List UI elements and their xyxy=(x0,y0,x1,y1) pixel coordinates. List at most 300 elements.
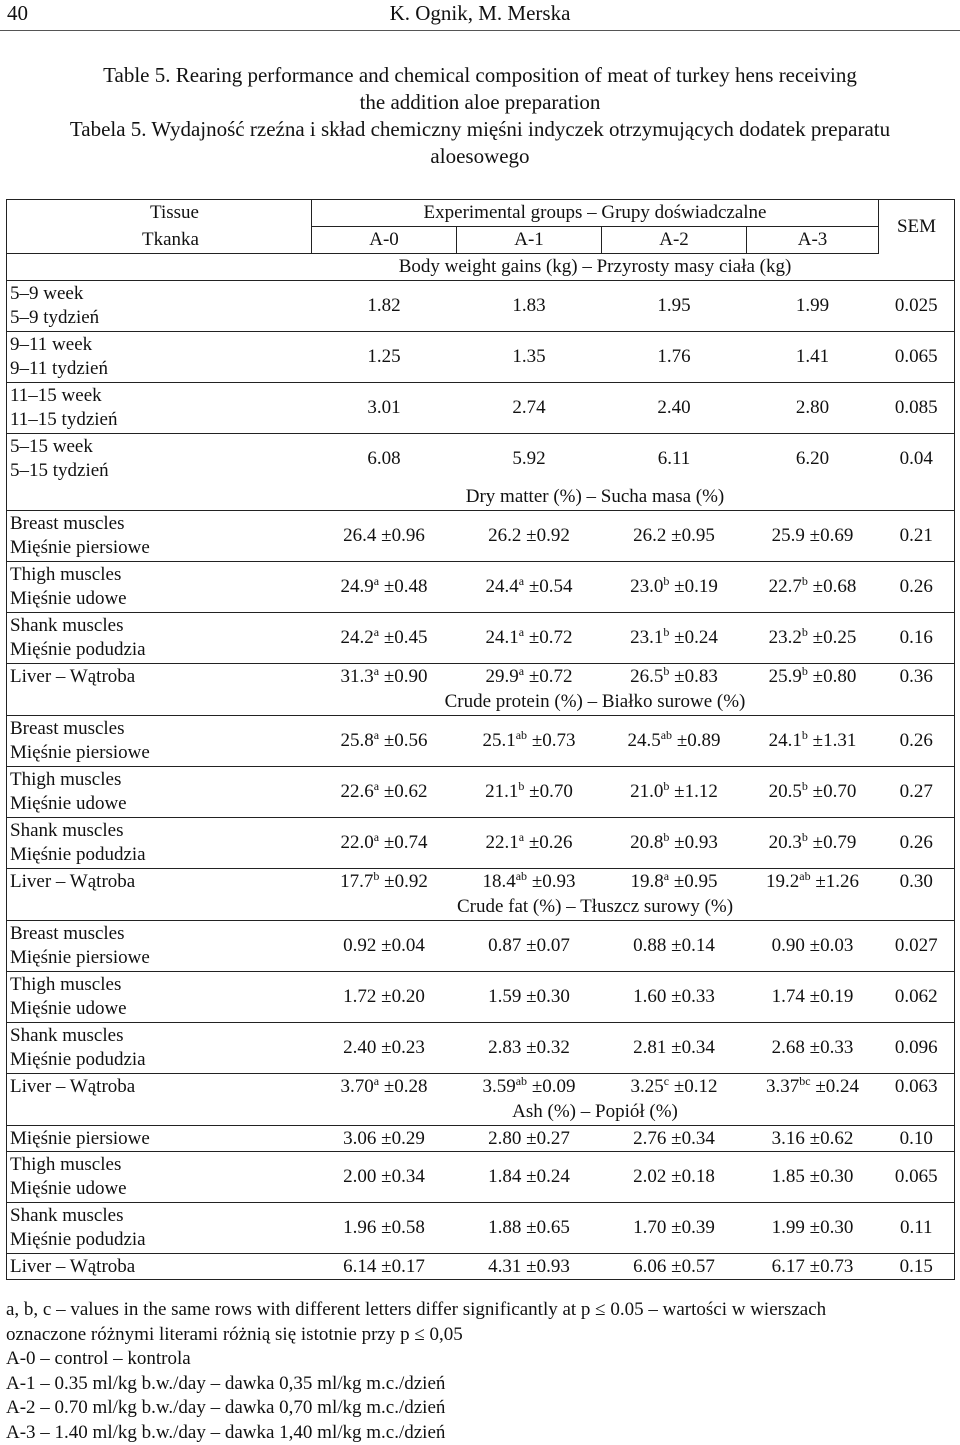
tissue-cell xyxy=(7,972,312,1023)
tissue-label-pl: Mięśnie piersiowe xyxy=(10,947,150,968)
value-sd: ±0.93 xyxy=(669,832,718,853)
tissue-cell xyxy=(7,1126,312,1152)
value-cell xyxy=(312,562,457,613)
value-mean: 24.2 xyxy=(340,627,374,648)
significance-letter: b xyxy=(801,625,808,639)
table-row xyxy=(7,383,955,434)
value-mean: 20.5 xyxy=(768,781,802,802)
value-cell: 4.31 ±0.93 xyxy=(457,1254,602,1280)
value-cell xyxy=(747,869,879,895)
table-row xyxy=(7,1126,955,1152)
value-mean: 18.4 xyxy=(482,870,516,892)
section-title: Body weight gains (kg) – Przyrosty masy ciała (kg) xyxy=(398,256,792,277)
value-cell xyxy=(457,716,602,767)
footnote-a1: A-1 – 0.35 ml/kg b.w./day – dawka 0,35 ml/kg m.c./dzień xyxy=(6,1372,446,1394)
significance-letter: bc xyxy=(799,1073,811,1088)
value-cell: 1.25 xyxy=(312,332,457,383)
value-sd: ±0.28 xyxy=(379,1075,428,1097)
tissue-label-pl: Mięśnie podudzia xyxy=(10,844,146,865)
value-sd: ±0.72 xyxy=(524,665,573,687)
value-mean: 3.70 xyxy=(340,1075,374,1097)
tissue-cell xyxy=(7,613,312,664)
table-row xyxy=(7,972,955,1023)
section-title: Dry matter (%) – Sucha masa (%) xyxy=(465,486,725,507)
value-mean: 21.1 xyxy=(485,781,519,802)
sem-cell: 0.063 xyxy=(879,1074,955,1100)
significance-letter: b xyxy=(663,574,670,588)
tissue-label-pl: 11–15 tydzień xyxy=(10,409,118,430)
significance-letter: ab xyxy=(515,1073,528,1088)
table-row xyxy=(7,869,955,895)
tissue-label-en: Mięśnie piersiowe xyxy=(10,1127,150,1149)
section-spacer xyxy=(7,689,312,716)
results-table xyxy=(6,199,955,1280)
tissue-cell xyxy=(7,332,312,383)
value-cell: 1.59 ±0.30 xyxy=(457,972,602,1023)
table-row xyxy=(7,767,955,818)
tissue-header-pl: Tkanka xyxy=(7,227,312,254)
tissue-label-en: Thigh muscles xyxy=(10,974,122,995)
tissue-label-en: 5–9 week xyxy=(10,283,84,304)
value-sd: ±0.70 xyxy=(524,781,573,802)
tissue-cell xyxy=(7,1254,312,1280)
value-mean: 24.4 xyxy=(485,576,519,597)
tissue-label-pl: Mięśnie piersiowe xyxy=(10,742,150,763)
value-cell xyxy=(457,613,602,664)
table-row xyxy=(7,716,955,767)
table-row xyxy=(7,281,955,332)
significance-letter: a xyxy=(373,1073,380,1088)
tissue-label-en: Shank muscles xyxy=(10,615,124,636)
significance-letter: b xyxy=(801,728,808,742)
groups-header: Experimental groups – Grupy doświadczalne xyxy=(312,200,879,227)
value-mean: 22.7 xyxy=(768,576,802,597)
sem-cell: 0.15 xyxy=(879,1254,955,1280)
tissue-label-pl: Mięśnie udowe xyxy=(10,1178,127,1199)
value-sd: ±0.68 xyxy=(807,576,857,597)
tissue-cell xyxy=(7,434,312,485)
caption-pl-line2: aloesowego xyxy=(430,144,530,168)
value-sd: ±0.12 xyxy=(669,1075,718,1097)
value-sd: ±0.25 xyxy=(807,627,857,648)
section-spacer xyxy=(7,1099,312,1126)
value-sd: ±1.26 xyxy=(810,870,860,892)
table-row xyxy=(7,1254,955,1280)
sem-cell: 0.30 xyxy=(879,869,955,895)
value-cell xyxy=(457,767,602,818)
value-cell xyxy=(747,716,879,767)
footnote-significance-2: oznaczone różnymi literami różnią się istotnie przy p ≤ 0,05 xyxy=(6,1323,463,1345)
tissue-label-en: Breast muscles xyxy=(10,718,125,739)
significance-letter: a xyxy=(518,663,525,678)
value-cell xyxy=(312,1074,457,1100)
value-cell: 1.85 ±0.30 xyxy=(747,1152,879,1203)
group-header-a3: A-3 xyxy=(747,227,879,254)
value-cell: 0.88 ±0.14 xyxy=(602,921,747,972)
tissue-label-pl: Mięśnie udowe xyxy=(10,998,127,1019)
value-cell: 2.81 ±0.34 xyxy=(602,1023,747,1074)
value-cell: 1.82 xyxy=(312,281,457,332)
value-cell xyxy=(312,818,457,869)
value-cell: 2.68 ±0.33 xyxy=(747,1023,879,1074)
value-sd: ±0.79 xyxy=(807,832,857,853)
value-cell: 1.60 ±0.33 xyxy=(602,972,747,1023)
value-cell xyxy=(312,767,457,818)
section-spacer xyxy=(879,894,955,921)
table-row xyxy=(7,434,955,485)
section-header-row xyxy=(7,484,955,511)
tissue-label-pl: Mięśnie udowe xyxy=(10,793,127,814)
value-cell: 3.01 xyxy=(312,383,457,434)
value-cell: 6.20 xyxy=(747,434,879,485)
significance-letter: ab xyxy=(515,868,528,883)
footnote-a2: A-2 – 0.70 ml/kg b.w./day – dawka 0,70 ml/kg m.c./dzień xyxy=(6,1397,446,1418)
footnote-significance-1: a, b, c – values in the same rows with different letters differ significantly at p ≤ 0.05 – wartości w wierszach xyxy=(6,1299,827,1320)
significance-letter: b xyxy=(663,830,670,844)
value-sd: ±0.72 xyxy=(524,627,573,648)
value-sd: ±0.45 xyxy=(379,627,428,648)
value-cell xyxy=(747,613,879,664)
tissue-label-pl: Mięśnie podudzia xyxy=(10,1049,146,1070)
value-cell xyxy=(602,1074,747,1100)
tissue-label-en: Thigh muscles xyxy=(10,769,122,790)
page-header xyxy=(0,0,960,31)
sem-cell: 0.26 xyxy=(879,562,955,613)
value-cell: 3.16 ±0.62 xyxy=(747,1126,879,1152)
significance-letter: b xyxy=(373,868,380,883)
value-cell xyxy=(457,869,602,895)
value-cell: 2.00 ±0.34 xyxy=(312,1152,457,1203)
section-spacer xyxy=(7,254,312,281)
value-cell xyxy=(602,716,747,767)
value-cell: 0.90 ±0.03 xyxy=(747,921,879,972)
value-cell xyxy=(602,664,747,690)
value-sd: ±0.74 xyxy=(379,832,428,853)
value-cell: 1.35 xyxy=(457,332,602,383)
group-header-a0: A-0 xyxy=(312,227,457,254)
value-cell: 2.76 ±0.34 xyxy=(602,1126,747,1152)
value-mean: 3.59 xyxy=(482,1075,516,1097)
tissue-label-en: Shank muscles xyxy=(10,820,124,841)
value-mean: 19.8 xyxy=(630,870,664,892)
tissue-cell xyxy=(7,664,312,690)
table-row xyxy=(7,332,955,383)
value-sd: ±0.56 xyxy=(379,730,428,751)
tissue-cell xyxy=(7,767,312,818)
value-mean: 25.9 xyxy=(768,665,802,687)
value-cell xyxy=(747,767,879,818)
sem-header: SEM xyxy=(879,200,955,254)
value-sd: ±0.92 xyxy=(379,870,428,892)
significance-letter: b xyxy=(801,663,808,678)
section-spacer xyxy=(7,894,312,921)
value-cell xyxy=(312,716,457,767)
tissue-cell xyxy=(7,1152,312,1203)
value-cell: 6.06 ±0.57 xyxy=(602,1254,747,1280)
table-row xyxy=(7,664,955,690)
value-sd: ±0.24 xyxy=(669,627,718,648)
value-sd: ±0.19 xyxy=(669,576,718,597)
value-sd: ±0.83 xyxy=(669,665,718,687)
table-row xyxy=(7,1152,955,1203)
value-sd: ±0.93 xyxy=(527,870,576,892)
value-cell xyxy=(312,613,457,664)
value-mean: 20.3 xyxy=(768,832,802,853)
footnote-a3: A-3 – 1.40 ml/kg b.w./day – dawka 1,40 ml/kg m.c./dzień xyxy=(6,1421,446,1443)
significance-letter: b xyxy=(663,663,670,678)
value-mean: 3.37 xyxy=(766,1075,800,1097)
tissue-cell xyxy=(7,1074,312,1100)
significance-letter: c xyxy=(663,1073,670,1088)
value-cell: 2.40 ±0.23 xyxy=(312,1023,457,1074)
tissue-label-pl: 5–9 tydzień xyxy=(10,307,100,328)
value-mean: 25.1 xyxy=(482,730,516,751)
tissue-cell xyxy=(7,818,312,869)
sem-cell: 0.04 xyxy=(879,434,955,485)
value-cell: 1.83 xyxy=(457,281,602,332)
significance-letter: a xyxy=(373,830,380,844)
value-cell: 1.99 xyxy=(747,281,879,332)
caption-en-line2: the addition aloe preparation xyxy=(359,90,601,114)
value-sd: ±0.62 xyxy=(379,781,428,802)
tissue-cell xyxy=(7,281,312,332)
tissue-label-pl: 9–11 tydzień xyxy=(10,358,108,379)
value-mean: 23.2 xyxy=(768,627,802,648)
significance-letter: a xyxy=(373,728,380,742)
significance-letter: b xyxy=(801,574,808,588)
value-cell xyxy=(312,869,457,895)
tissue-label-pl: 5–15 tydzień xyxy=(10,460,109,481)
sem-cell: 0.21 xyxy=(879,511,955,562)
running-head: K. Ognik, M. Merska xyxy=(389,1,571,25)
value-cell: 2.02 ±0.18 xyxy=(602,1152,747,1203)
sem-cell: 0.096 xyxy=(879,1023,955,1074)
section-title: Ash (%) – Popiół (%) xyxy=(512,1101,678,1122)
sem-cell: 0.025 xyxy=(879,281,955,332)
value-mean: 22.1 xyxy=(485,832,519,853)
tissue-cell xyxy=(7,383,312,434)
table-row xyxy=(7,921,955,972)
sem-cell: 0.16 xyxy=(879,613,955,664)
value-mean: 24.1 xyxy=(768,730,802,751)
value-mean: 23.1 xyxy=(630,627,664,648)
significance-letter: a xyxy=(373,625,380,639)
value-cell xyxy=(457,664,602,690)
value-cell: 2.74 xyxy=(457,383,602,434)
group-header-a1: A-1 xyxy=(457,227,602,254)
significance-letter: ab xyxy=(660,728,673,742)
sem-cell: 0.085 xyxy=(879,383,955,434)
value-mean: 24.5 xyxy=(627,730,661,751)
significance-letter: a xyxy=(373,663,380,678)
value-sd: ±0.89 xyxy=(672,730,721,751)
sem-cell: 0.065 xyxy=(879,332,955,383)
significance-letter: b xyxy=(663,625,670,639)
significance-letter: ab xyxy=(799,868,811,883)
value-cell xyxy=(747,664,879,690)
header-row-1 xyxy=(7,200,955,227)
value-mean: 22.6 xyxy=(340,781,374,802)
section-spacer xyxy=(879,254,955,281)
table-caption-pl xyxy=(0,116,960,170)
tissue-cell xyxy=(7,921,312,972)
table-row xyxy=(7,818,955,869)
table-row xyxy=(7,613,955,664)
value-sd: ±0.54 xyxy=(524,576,573,597)
value-cell: 5.92 xyxy=(457,434,602,485)
value-cell: 26.2 ±0.95 xyxy=(602,511,747,562)
caption-pl-line1: Tabela 5. Wydajność rzeźna i skład chemiczny mięśni indyczek otrzymujących dodatek preparatu xyxy=(69,117,891,141)
table-row xyxy=(7,1023,955,1074)
value-mean: 19.2 xyxy=(766,870,800,892)
table-row xyxy=(7,562,955,613)
tissue-label-en: Breast muscles xyxy=(10,513,125,534)
value-mean: 25.8 xyxy=(340,730,374,751)
sem-cell: 0.26 xyxy=(879,716,955,767)
significance-letter: a xyxy=(663,868,670,883)
section-header-row xyxy=(7,254,955,281)
tissue-label-en: 5–15 week xyxy=(10,436,93,457)
tissue-label-en: Liver – Wątroba xyxy=(10,1075,136,1097)
value-cell xyxy=(747,1074,879,1100)
page-number: 40 xyxy=(7,1,28,25)
value-sd: ±0.70 xyxy=(807,781,857,802)
sem-cell: 0.10 xyxy=(879,1126,955,1152)
tissue-label-pl: Mięśnie piersiowe xyxy=(10,537,150,558)
value-cell xyxy=(457,1074,602,1100)
value-sd: ±0.73 xyxy=(527,730,576,751)
tissue-label-en: Shank muscles xyxy=(10,1205,124,1226)
tissue-cell xyxy=(7,1023,312,1074)
value-cell: 1.84 ±0.24 xyxy=(457,1152,602,1203)
caption-en-line1: Table 5. Rearing performance and chemical composition of meat of turkey hens receiving xyxy=(103,63,857,87)
value-cell xyxy=(457,562,602,613)
tissue-label-pl: Mięśnie podudzia xyxy=(10,1229,146,1250)
value-mean: 31.3 xyxy=(340,665,374,687)
tissue-cell xyxy=(7,562,312,613)
value-cell xyxy=(602,869,747,895)
significance-letter: b xyxy=(801,779,808,793)
tissue-label-en: Liver – Wątroba xyxy=(10,1255,136,1277)
table-caption-en xyxy=(0,62,960,116)
value-cell: 0.92 ±0.04 xyxy=(312,921,457,972)
value-sd: ±0.48 xyxy=(379,576,428,597)
value-cell: 3.06 ±0.29 xyxy=(312,1126,457,1152)
value-cell: 1.74 ±0.19 xyxy=(747,972,879,1023)
value-mean: 22.0 xyxy=(340,832,374,853)
significance-letter: a xyxy=(373,574,380,588)
sem-cell: 0.11 xyxy=(879,1203,955,1254)
table-row xyxy=(7,1203,955,1254)
value-mean: 24.9 xyxy=(340,576,374,597)
tissue-label-en: 11–15 week xyxy=(10,385,102,406)
table-row xyxy=(7,1074,955,1100)
value-cell: 1.95 xyxy=(602,281,747,332)
value-mean: 29.9 xyxy=(485,665,519,687)
sem-cell: 0.027 xyxy=(879,921,955,972)
section-spacer xyxy=(879,689,955,716)
value-cell: 2.80 xyxy=(747,383,879,434)
section-spacer xyxy=(879,1099,955,1126)
value-cell xyxy=(602,767,747,818)
value-cell: 26.4 ±0.96 xyxy=(312,511,457,562)
value-cell: 1.76 xyxy=(602,332,747,383)
value-sd: ±0.09 xyxy=(527,1075,576,1097)
sem-cell: 0.065 xyxy=(879,1152,955,1203)
footnote-a0: A-0 – control – kontrola xyxy=(6,1348,191,1369)
value-cell: 0.87 ±0.07 xyxy=(457,921,602,972)
value-cell: 1.99 ±0.30 xyxy=(747,1203,879,1254)
section-spacer xyxy=(879,484,955,511)
value-sd: ±1.31 xyxy=(807,730,857,751)
tissue-label-en: Thigh muscles xyxy=(10,564,122,585)
tissue-cell xyxy=(7,511,312,562)
sem-cell: 0.062 xyxy=(879,972,955,1023)
section-title: Crude protein (%) – Białko surowe (%) xyxy=(444,691,746,712)
tissue-label-en: Shank muscles xyxy=(10,1025,124,1046)
value-mean: 3.25 xyxy=(630,1075,664,1097)
value-mean: 26.5 xyxy=(630,665,664,687)
significance-letter: b xyxy=(663,779,670,793)
sem-cell: 0.36 xyxy=(879,664,955,690)
section-header-row xyxy=(7,689,955,716)
value-cell: 1.88 ±0.65 xyxy=(457,1203,602,1254)
value-cell: 6.08 xyxy=(312,434,457,485)
value-cell xyxy=(457,818,602,869)
value-cell: 1.70 ±0.39 xyxy=(602,1203,747,1254)
tissue-cell xyxy=(7,1203,312,1254)
significance-letter: a xyxy=(373,779,380,793)
value-cell xyxy=(747,818,879,869)
value-cell: 2.80 ±0.27 xyxy=(457,1126,602,1152)
tissue-label-pl: Mięśnie podudzia xyxy=(10,639,146,660)
significance-letter: a xyxy=(518,625,525,639)
sem-cell: 0.27 xyxy=(879,767,955,818)
value-mean: 20.8 xyxy=(630,832,664,853)
value-mean: 24.1 xyxy=(485,627,519,648)
value-cell: 1.41 xyxy=(747,332,879,383)
significance-letter: a xyxy=(518,830,525,844)
value-cell: 1.72 ±0.20 xyxy=(312,972,457,1023)
value-cell: 6.11 xyxy=(602,434,747,485)
value-cell xyxy=(312,664,457,690)
section-spacer xyxy=(7,484,312,511)
tissue-label-en: Liver – Wątroba xyxy=(10,665,136,687)
tissue-label-en: Breast muscles xyxy=(10,923,125,944)
value-cell: 1.96 ±0.58 xyxy=(312,1203,457,1254)
significance-letter: b xyxy=(801,830,808,844)
tissue-cell xyxy=(7,869,312,895)
footnotes xyxy=(6,1298,956,1445)
value-sd: ±0.95 xyxy=(669,870,718,892)
value-sd: ±0.90 xyxy=(379,665,428,687)
value-cell: 25.9 ±0.69 xyxy=(747,511,879,562)
value-sd: ±1.12 xyxy=(669,781,718,802)
tissue-label-en: Thigh muscles xyxy=(10,1154,122,1175)
table-row xyxy=(7,511,955,562)
header-row-2 xyxy=(7,227,955,254)
tissue-label-en: Liver – Wątroba xyxy=(10,870,136,892)
value-mean: 21.0 xyxy=(630,781,664,802)
value-cell: 6.14 ±0.17 xyxy=(312,1254,457,1280)
tissue-label-en: 9–11 week xyxy=(10,334,93,355)
group-header-a2: A-2 xyxy=(602,227,747,254)
tissue-header-en: Tissue xyxy=(7,200,312,227)
value-cell xyxy=(747,562,879,613)
value-cell xyxy=(602,818,747,869)
value-cell xyxy=(602,613,747,664)
value-sd: ±0.26 xyxy=(524,832,573,853)
